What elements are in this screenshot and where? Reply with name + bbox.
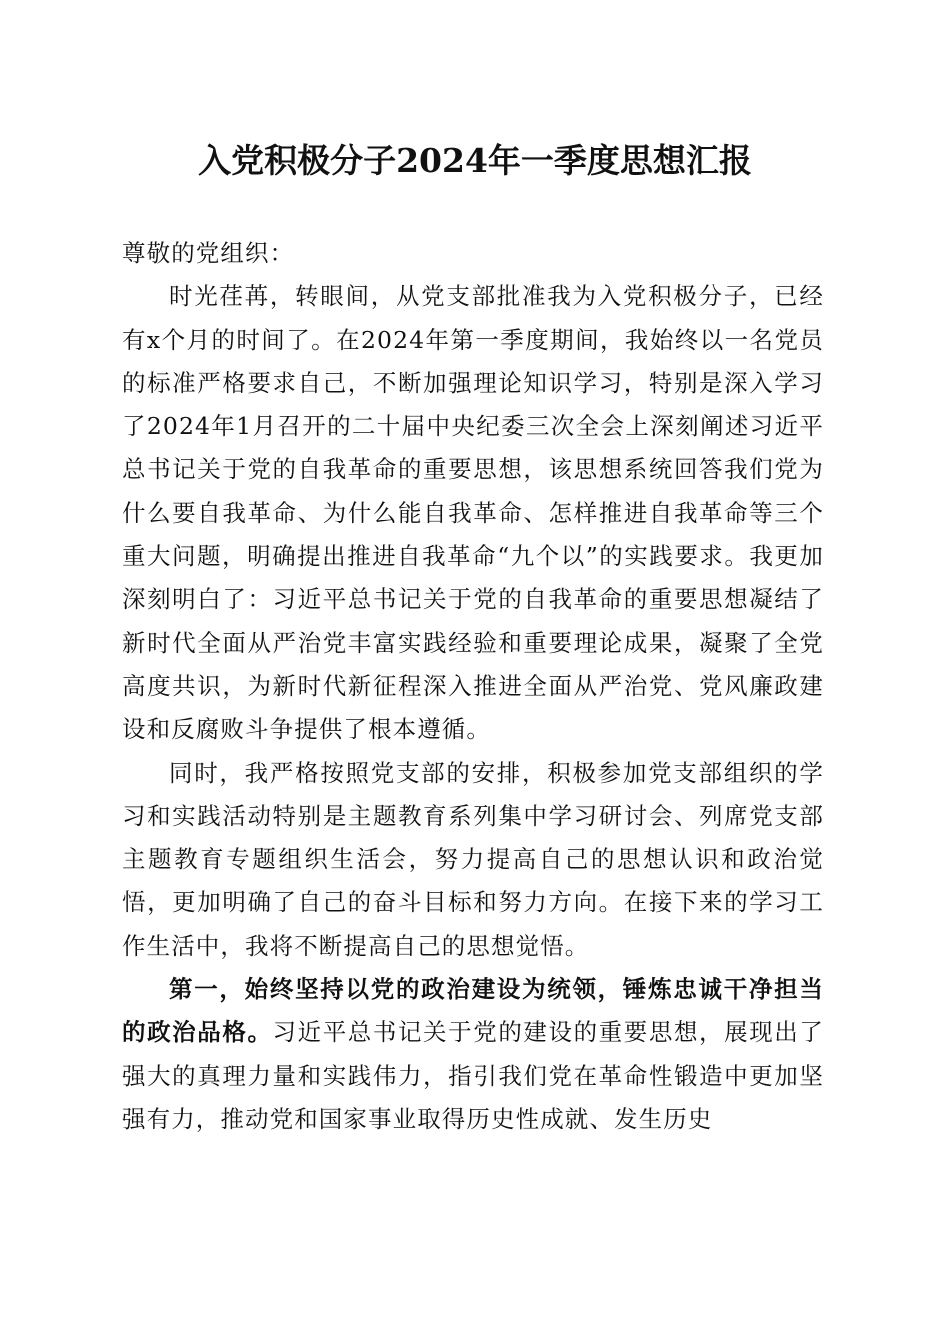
point-one-heading: 第一，始终坚持以党的政治建设为统领，锤炼忠诚干净担当的政治品格。 xyxy=(122,975,824,1047)
document-title: 入党积极分子2024年一季度思想汇报 xyxy=(198,141,752,180)
point-one-text: 习近平总书记关于党的建设的重要思想，展现出了强大的真理力量和实践伟力，指引我们党在革命性锻造中更加坚强有力，推动党和国家事业取得历史性成就、发生历史 xyxy=(122,1018,824,1133)
salutation: 尊敬的党组织： xyxy=(122,239,295,267)
paragraph-3 xyxy=(122,968,824,1141)
paragraph-1: 时光荏苒，转眼间，从党支部批准我为入党积极分子，已经有x个月的时间了。在2024年第一季度期间，我始终以一名党员的标准严格要求自己，不断加强理论知识学习，特别是深入学习了2024年1月召开的二十届中央纪委三次全会上深刻阐述习近平总书记关于党的自我革命的重要思想，该思想系统回答我们党为什么要自我革命、为什么能自我革命、怎样推进自我革命等三个重大问题，明确提出推进自我革命“九个以”的实践要求。我更加深刻明白了：习近平总书记关于党的自我革命的重要思想凝结了新时代全面从严治党丰富实践经验和重要理论成果，凝聚了全党高度共识，为新时代新征程深入推进全面从严治党、党风廉政建设和反腐败斗争提供了根本遵循。 xyxy=(122,282,824,744)
document-body xyxy=(122,232,824,1141)
paragraph-2: 同时，我严格按照党支部的安排，积极参加党支部组织的学习和实践活动特别是主题教育系列集中学习研讨会、列席党支部主题教育专题组织生活会，努力提高自己的思想认识和政治觉悟，更加明确了自己的奋斗目标和努力方向。在接下来的学习工作生活中，我将不断提高自己的思想觉悟。 xyxy=(122,758,824,960)
